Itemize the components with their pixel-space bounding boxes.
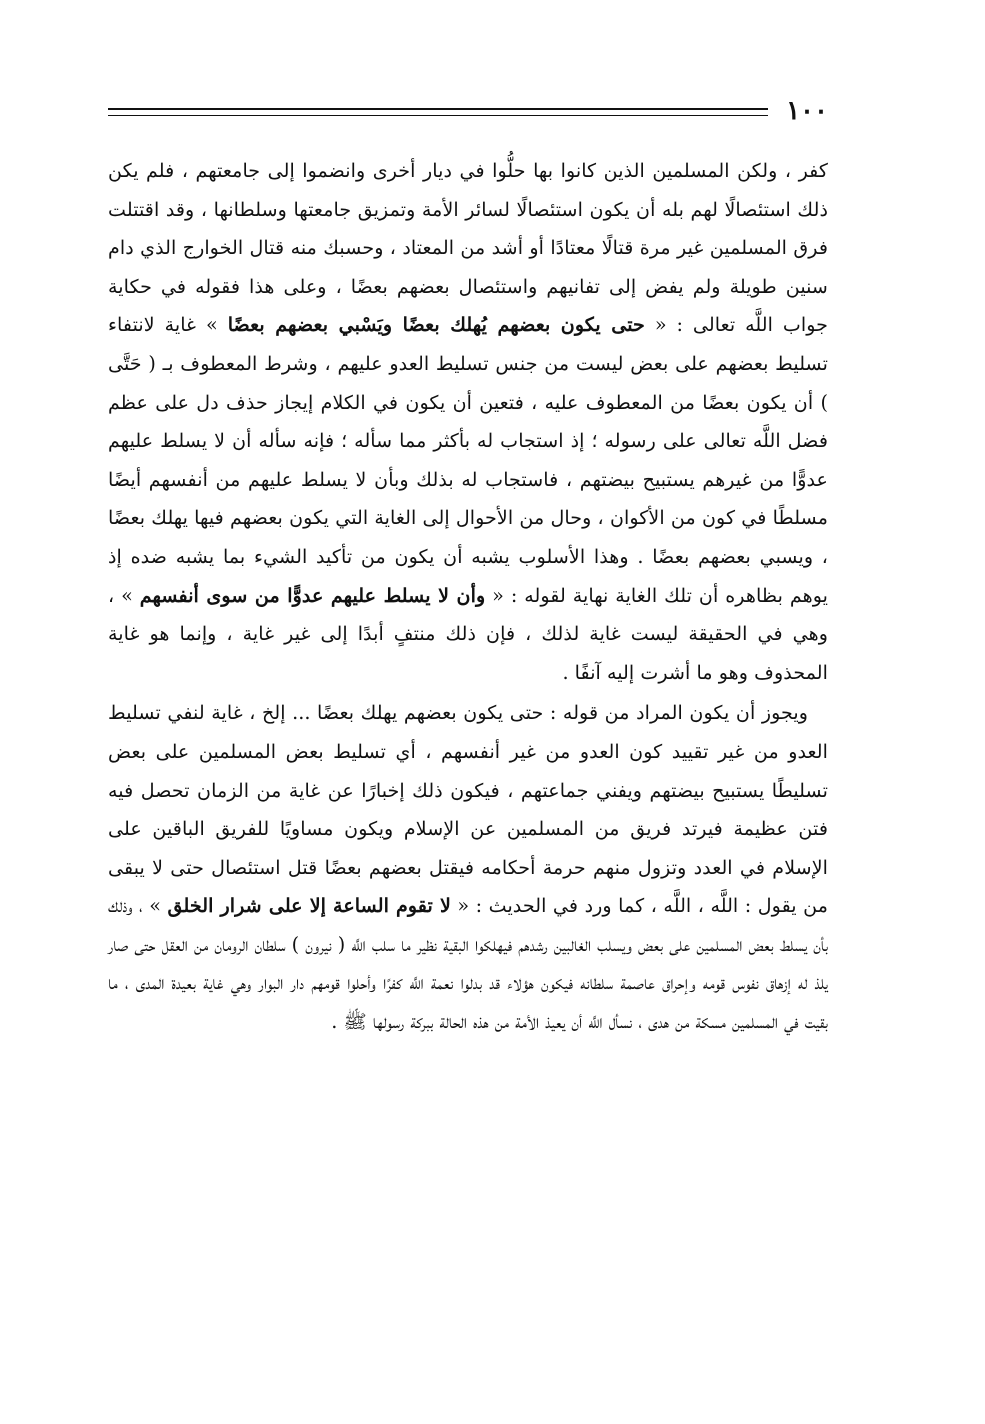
header-rule-bottom [108,115,768,116]
text-segment: كفر ، ولكن المسلمين الذين كانوا بها حلُّوا في ديار أخرى وانضموا إلى جامعتهم ، فلم يكن ذلك استئصالًا لهم بله أن يكون استئصالًا لسائر الأمة وتمزيق جامعتها وسلطانها ، وقد اقتتلت فرق المسلمين غير مرة قتالًا معتادًا أو أشد من المعتاد ، وحسبك منه قتال الخوارج الذي دام سنين طويلة ولم يفض إلى تفانيهم واستئصال بعضهم بعضًا ، وعلى هذا فقوله في حكاية جواب اللَّه تعالى : « [108,159,829,337]
quoted-verse-bold: وأن لا يسلط عليهم عدوًّا من سوى أنفسهم [139,583,486,607]
book-page [108,96,828,1042]
text-segment: » ، وذلك بأن يسلط بعض المسلمين على بعض ويسلب الغالبين رشدهم فيهلكوا البقية نظير ما سلب اللَّه ( نيرون ) سلطان الرومان من العقل حتى صار يلذ له إزهاق نفوس قومه وإحراق عاصمة سلطانه فيكون هؤلاء قد بدلوا نعمة اللَّه كفرًا وأحلوا قومهم دار البوار وهي غاية بعيدة المدى ، ما بقيت في المسلمين مسكة من هدى ، نسأل اللَّه أن يعيذ الأمة من هذه الحالة ببركة رسولها ﷺ . [108,894,828,1034]
header-rule-top [108,108,768,110]
text-segment: ويجوز أن يكون المراد من قوله : حتى يكون بعضهم يهلك بعضًا ... إلخ ، غاية لنفي تسليط العدو من غير تقييد كون العدو من غير أنفسهم ، أي تسليط بعض المسلمين على بعض تسليطًا يستبيح بيضتهم ويفني جماعتهم ، فيكون ذلك إخبارًا عن غاية من الزمان تحصل فيه فتن عظيمة فيرتد فريق من المسلمين عن الإسلام ويكون مساويًا للفريق الباقين على الإسلام في العدد وتزول منهم حرمة أحكامه فيقتل بعضهم بعضًا قتل استئصال حتى لا يبقى من يقول : اللَّه ، اللَّه ، كما ورد في الحديث : « [108,701,829,918]
quoted-verse-bold: حتى يكون بعضهم يُهلك بعضًا ويَسْبي بعضهم بعضًا [227,313,645,337]
page-header [108,96,828,130]
page-number: ١٠٠ [786,96,828,126]
text-segment: » غاية لانتفاء تسليط بعضهم على بعض ليست من جنس تسليط العدو عليهم ، وشرط المعطوف بـ ( حَتَّى ) أن يكون بعضًا من المعطوف عليه ، فتعين أن يكون في الكلام إيجاز حذف دل على عظم فضل اللَّه تعالى على رسوله ؛ إذ استجاب له بأكثر مما سأله ؛ فإنه سأله أن لا يسلط عليهم عدوًّا من غيرهم يستبيح بيضتهم ، فاستجاب له بذلك وبأن لا يسلط عليهم من أنفسهم أيضًا مسلطًا في كون من الأكوان ، وحال من الأحوال إلى الغاية التي يكون بعضهم فيها يهلك بعضًا ، ويسبي بعضهم بعضًا . وهذا الأسلوب يشبه أن يكون من تأكيد الشيء بما يشبه ضده إذ يوهم بظاهره أن تلك الغاية نهاية لقوله : « [108,313,828,607]
text-segment: » ، وهي في الحقيقة ليست غاية لذلك ، فإن ذلك منتفٍ أبدًا إلى غير غاية ، وإنما هو غاية المحذوف وهو ما أشرت إليه آنفًا . [108,583,828,684]
paragraph-2 [108,694,828,1041]
body-text [108,152,828,1042]
paragraph-1 [108,152,828,692]
quoted-hadith-bold: لا تقوم الساعة إلا على شرار الخلق [167,894,451,918]
